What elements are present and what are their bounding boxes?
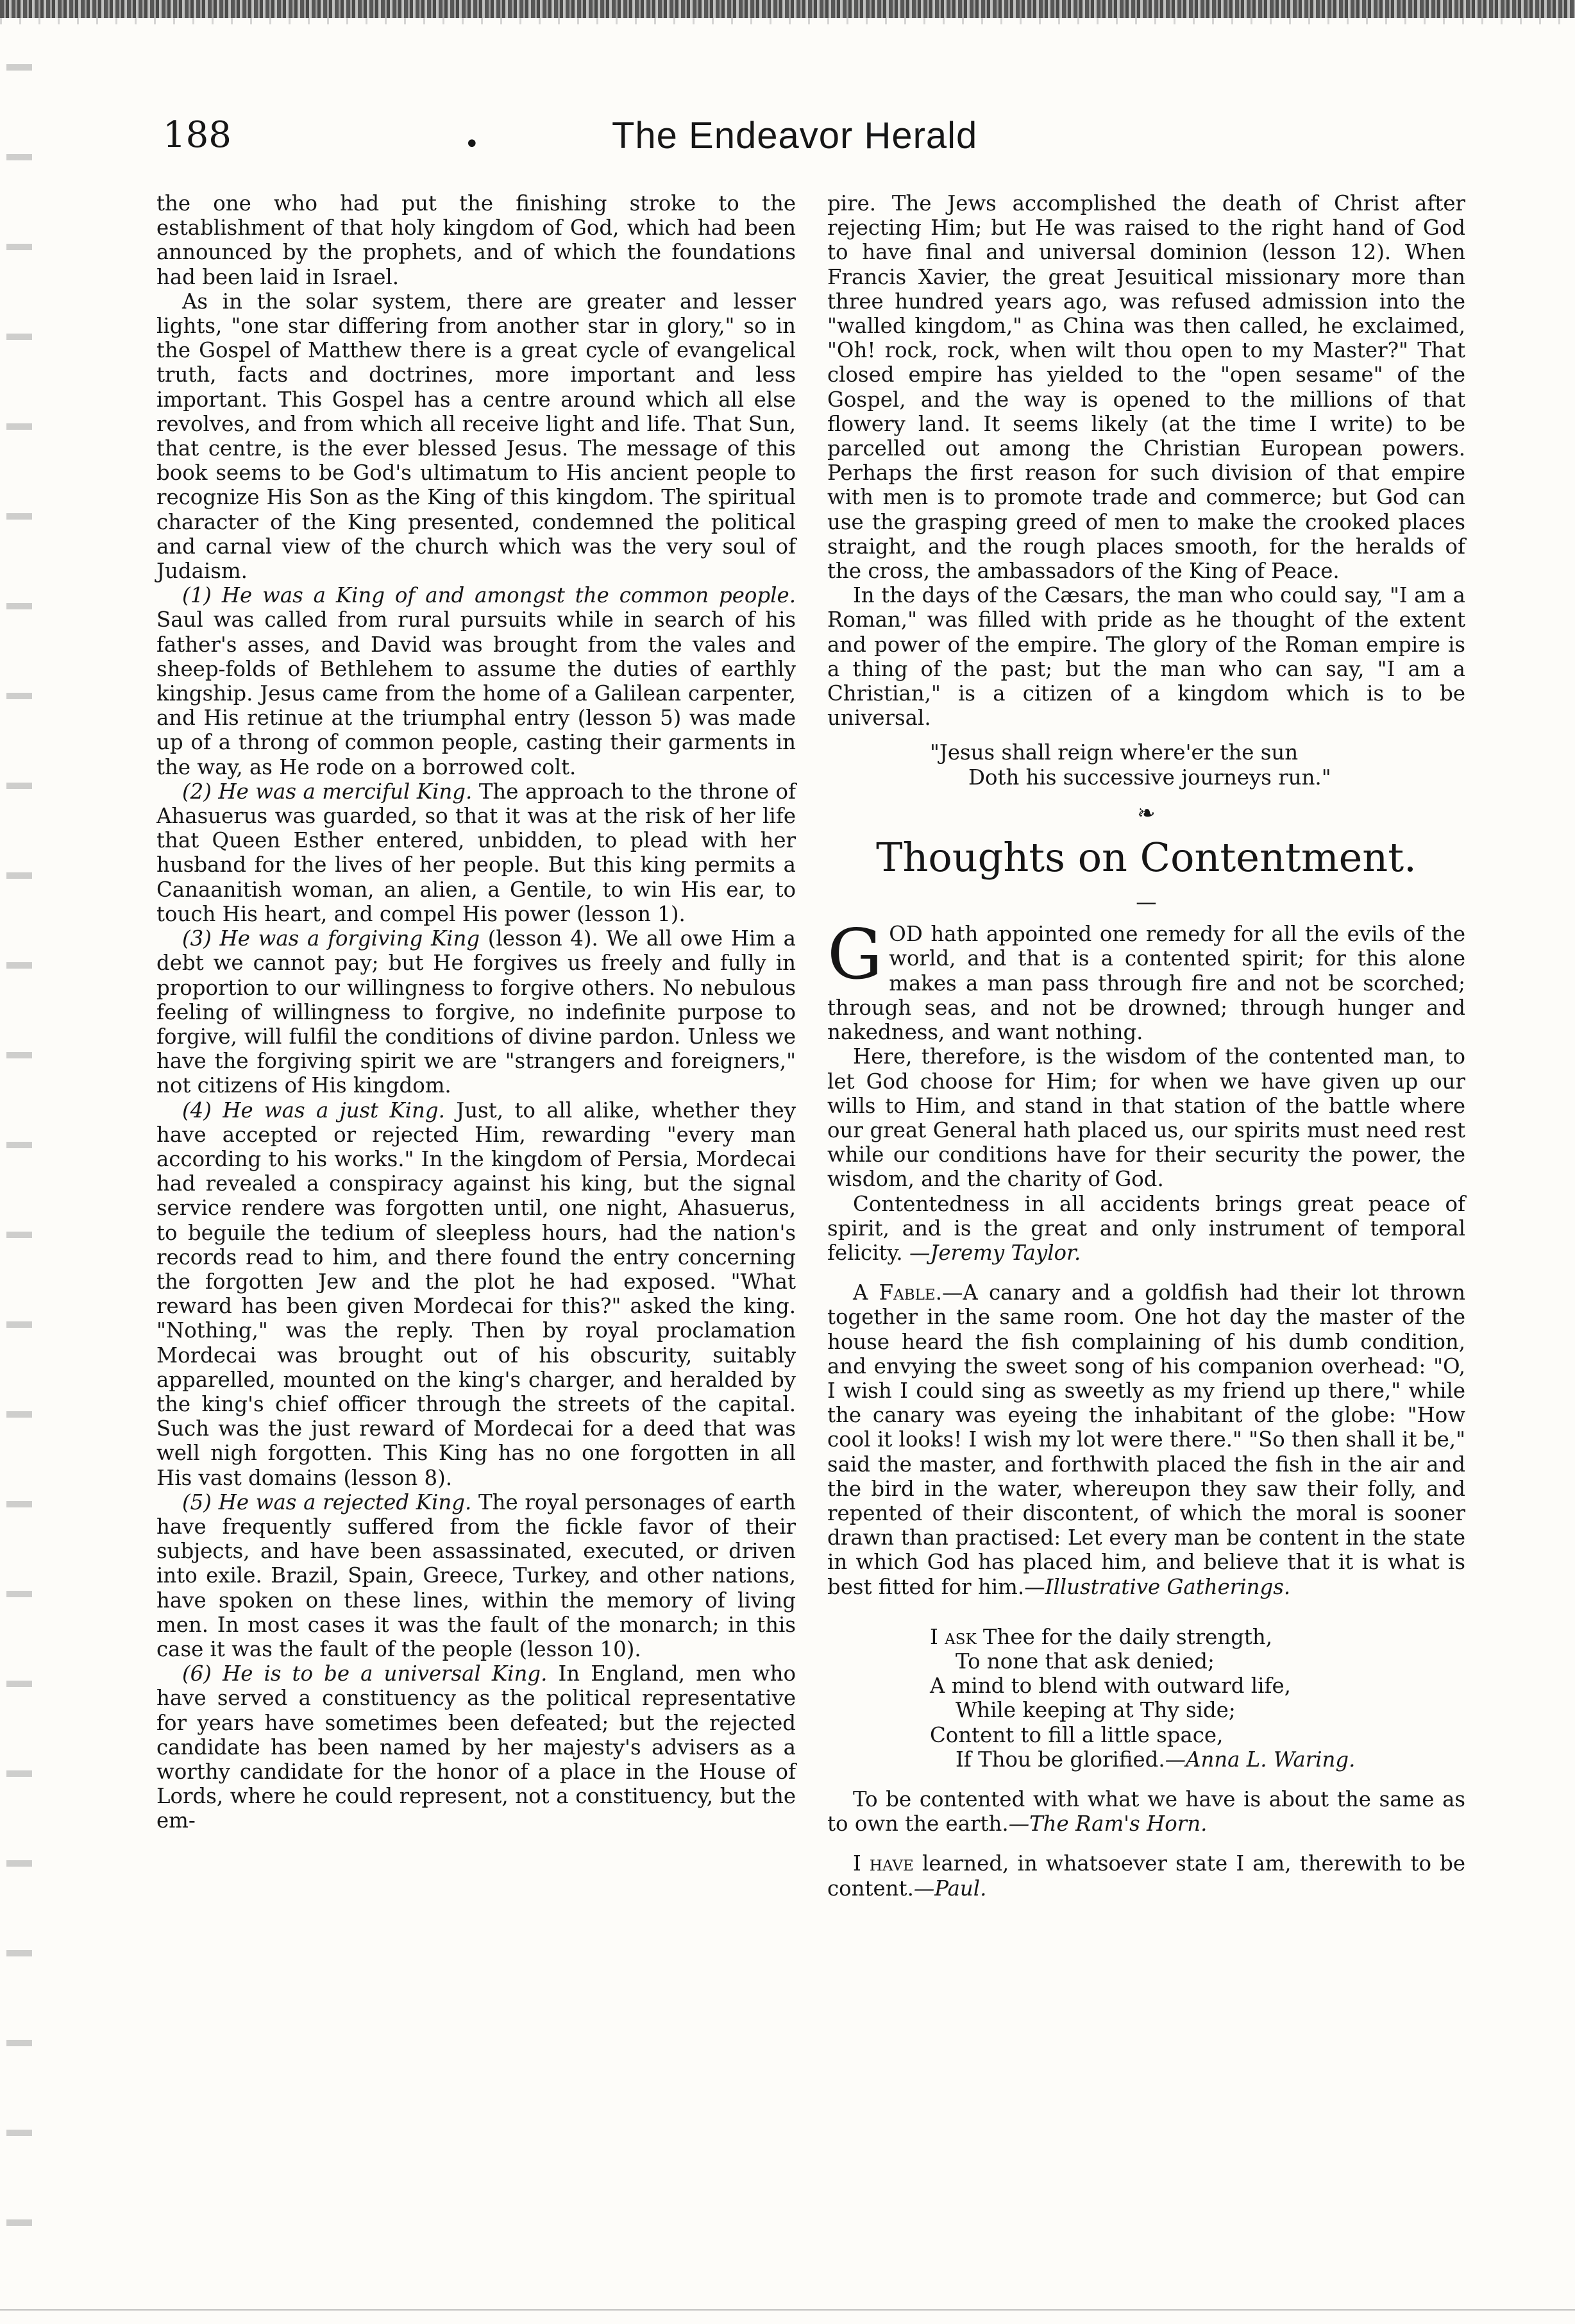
paragraph	[827, 1787, 1465, 1836]
header-bullet: •	[464, 130, 480, 159]
point-heading: (3) He was a forgiving King	[182, 926, 480, 951]
verse-line: "Jesus shall reign where'er the sun	[930, 740, 1299, 765]
paragraph-body: —A canary and a goldfish had their lot thrown together in the same room. One hot day the master of the house heard the fish complaining of his dumb condition, and envying the sweet song of his companion overhead: "O, I wish I could sing as sweetly as my friend up there," while the canary was eyeing the inhabitant of the globe: "How cool it looks! I wish my lot were there." "So then shall it be," said the master, and forthwith placed the fish in the air and the bird in the water, whereupon they saw their folly, and repented of their discontent, of which the moral is sooner drawn than practised: Let every man be content in the state in which God has placed him, and believe that it is what is best fitted for him.	[827, 1280, 1465, 1599]
hymn-quote	[930, 740, 1465, 789]
point-heading: (6) He is to be a universal King.	[182, 1661, 548, 1686]
paragraph	[827, 1280, 1465, 1599]
attribution: —Anna L. Waring.	[1165, 1747, 1356, 1772]
poem-line: A mind to blend with outward life,	[930, 1674, 1291, 1699]
paragraph-body: OD hath appointed one remedy for all the evils of the world, and that is a contented spirit; for this alone makes a man pass through fire and not be scorched; through seas, and not be drowned; through hunger and nakedness, and want nothing.	[827, 922, 1465, 1045]
quote-lead: I have	[853, 1851, 914, 1876]
point-heading: (1) He was a King of and amongst the common people.	[182, 583, 796, 608]
poem-line	[930, 1747, 1465, 1772]
poem	[930, 1625, 1465, 1772]
paragraph-body: Contentedness in all accidents brings great peace of spirit, and is the great and only instrument of temporal felicity.	[827, 1191, 1465, 1265]
point-heading: (4) He was a just King.	[182, 1098, 445, 1123]
paragraph	[156, 779, 796, 926]
right-column	[827, 191, 1465, 1901]
paragraph: the one who had put the finishing stroke to the establishment of that holy kingdom of God, which had been announced by the prophets, and of which the foundations had been laid in Israel.	[156, 191, 796, 289]
point-body: Just, to all alike, whether they have accepted or rejected Him, rewarding "every man according to his works." In the kingdom of Persia, Mordecai had revealed a conspiracy against his king, but the signal service rendere was forgotten until, one night, Ahasuerus, to beguile the tedium of sleepless hours, had the nation's records read to him, and there found the entry concerning the forgotten Jew and the plot he had exposed. "What reward has been given Mordecai for this?" asked the king. "Nothing," was the reply. Then by royal proclamation Mordecai was brought out of his obscurity, suitably apparelled, mounted on the king's charger, and heralded by the king's chief officer through the streets of the capital. Such was the just reward of Mordecai for a deed that was well nigh forgotten. This King has no one forgotten in all His vast domains (lesson 8).	[156, 1098, 796, 1490]
verse-line: Doth his successive journeys run."	[968, 765, 1331, 790]
section-title: Thoughts on Contentment.	[876, 834, 1417, 881]
poem-line: To none that ask denied;	[956, 1649, 1215, 1674]
paragraph: As in the solar system, there are greater and lesser lights, "one star differing from another star in glory," so in the Gospel of Matthew there is a great cycle of evangelical truth, facts and doctrines, more important and less important. This Gospel has a centre around which all else revolves, and from which all receive light and life. That Sun, that centre, is the ever blessed Jesus. The message of this book seems to be God's ultimatum to His ancient people to recognize His Son as the King of this kingdom. The spiritual character of the King presented, condemned the political and carnal view of the church which was the very soul of Judaism.	[156, 289, 796, 584]
poem-line: Content to fill a little space,	[930, 1722, 1224, 1747]
attribution: —Jeremy Taylor.	[909, 1240, 1081, 1265]
page-number: 188	[163, 114, 232, 156]
point-body: The approach to the throne of Ahasuerus was guarded, so that it was at the risk of her life that Queen Esther entered, unbidden, to plead with her husband for the lives of her people. But this king permits a Canaanitish woman, an alien, a Gentile, to win His ear, to touch His heart, and compel His power (lesson 1).	[156, 779, 796, 926]
poem-lead: I ask	[930, 1624, 977, 1649]
paragraph-body: learned, in whatsoever state I am, therewith to be content.	[827, 1851, 1465, 1901]
paragraph	[827, 1851, 1465, 1900]
point-body: In England, men who have served a constituency as the political representative for years have sometimes been defeated; but the rejected candidate has been named by her majesty's advisers as a worthy candidate for the honor of a place in the House of Lords, where he could represent, not a constituency, but the em-	[156, 1661, 796, 1833]
scan-bottom-edge	[0, 2309, 1575, 2311]
paragraph: pire. The Jews accomplished the death of Christ after rejecting Him; but He was raised to the right hand of God to have final and universal dominion (lesson 12). When Francis Xavier, the great Jesuitical missionary more than three hundred years ago, was refused admission into the "walled kingdom," as China was then called, he exclaimed, "Oh! rock, rock, when wilt thou open to my Master?" That closed empire has yielded to the "open sesame" of the Gospel, and the way is opened to the millions of that flowery land. It seems likely (at the time I write) to be parcelled out among the Christian European powers. Perhaps the first reason for such division of that empire with men is to promote trade and commerce; but God can use the grasping greed of men to make the crooked places straight, and the rough places smooth, for the heralds of the cross, the ambassadors of the King of Peace.	[827, 191, 1465, 584]
title-dash: —	[1136, 890, 1157, 915]
ornament-icon: ❧	[1137, 800, 1156, 826]
paragraph: In the days of the Cæsars, the man who could say, "I am a Roman," was filled with pride as he thought of the extent and power of the empire. The glory of the Roman empire is a thing of the past; but the man who can say, "I am a Christian," is a citizen of a kingdom which is to be universal.	[827, 583, 1465, 731]
scan-top-edge-noise	[0, 18, 1575, 24]
point-heading: (2) He was a merciful King.	[182, 779, 473, 804]
paragraph: Here, therefore, is the wisdom of the contented man, to let God choose for Him; for when we have given up our wills to Him, and stand in that station of the battle where our great General hath placed us, our spirits must need rest while our conditions have for their security the power, the wisdom, and the charity of God.	[827, 1044, 1465, 1192]
paragraph	[827, 1192, 1465, 1266]
paragraph	[156, 1661, 796, 1833]
scan-left-edge	[6, 26, 32, 2284]
poem-text: Thee for the daily strength,	[976, 1624, 1273, 1649]
poem-line: While keeping at Thy side;	[956, 1698, 1236, 1723]
point-heading: (5) He was a rejected King.	[182, 1489, 472, 1514]
fable-lead: A Fable.	[853, 1280, 942, 1305]
paragraph-body: To be contented with what we have is about the same as to own the earth.	[827, 1786, 1465, 1836]
attribution: —Paul.	[913, 1876, 987, 1901]
point-body: The royal personages of earth have frequently suffered from the fickle favor of their subjects, and have been assassinated, executed, or driven into exile. Brazil, Spain, Greece, Turkey, and other nations, have spoken on these lines, within the memory of living men. In most cases it was the fault of the monarch; in this case it was the fault of the people (lesson 10).	[156, 1489, 796, 1661]
point-body: Saul was called from rural pursuits while in search of his father's asses, and David was brought from the vales and sheep-folds of Bethlehem to assume the duties of earthly kingship. Jesus came from the home of a Galilean carpenter, and His retinue at the triumphal entry (lesson 5) was made up of a throng of common people, casting their garments in the way, as He rode on a borrowed colt.	[156, 607, 796, 779]
scan-top-edge	[0, 0, 1575, 18]
paragraph	[156, 926, 796, 1098]
paragraph	[156, 1490, 796, 1661]
point-body: (lesson 4). We all owe Him a debt we cannot pay; but He forgives us freely and fully in proportion to our willingness to forgive others. No nebulous feeling of willingness to forgive, no indefinite purpose to forgive, will fulfil the conditions of divine pardon. Unless we have the forgiving spirit we are "strangers and foreigners," not citizens of His kingdom.	[156, 926, 796, 1098]
paragraph	[156, 1098, 796, 1490]
drop-cap: G	[827, 915, 883, 996]
left-column	[156, 191, 796, 1833]
poem-line	[930, 1625, 1465, 1649]
attribution: —The Ram's Horn.	[1008, 1811, 1208, 1836]
page-header	[163, 114, 1458, 178]
paragraph	[156, 583, 796, 779]
poem-text: If Thou be glorified.	[956, 1747, 1165, 1772]
paragraph	[827, 915, 1465, 1045]
journal-title: The Endeavor Herald	[612, 115, 978, 157]
attribution: —Illustrative Gatherings.	[1024, 1574, 1291, 1599]
